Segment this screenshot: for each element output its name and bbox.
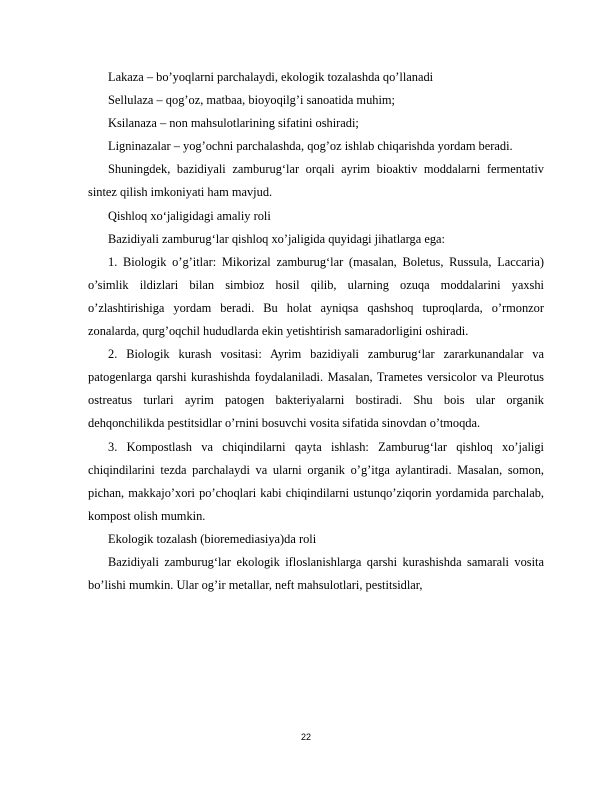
paragraph-biological-fertilizers: 1. Biologik o’g’itlar: Mikorizal zamburug‘lar (masalan, Boletus, Russula, Laccaria) o’simlik ildizlari bilan simbioz hosil qilib, ularning ozuqa moddalarini yaxshi o’zlashtirishiga yordam beradi. Bu holat ayniqsa qashshoq tuproqlarda, o’rmonzor zonalarda, qurg’oqchil hududlarda ekin yetishtirish samaradorligini oshiradi. <box>88 254 544 339</box>
paragraph-agriculture-intro: Bazidiyali zamburug‘lar qishloq xo’jaligida quyidagi jihatlarga ega: <box>108 231 445 246</box>
paragraph-ligninazalar: Ligninazalar – yog’ochni parchalashda, qog’oz ishlab chiqarishda yordam beradi. <box>108 139 513 154</box>
page-number: 22 <box>300 732 311 742</box>
paragraph-lakaza: Lakaza – bo’yoqlarni parchalaydi, ekologik tozalashda qo’llanadi <box>108 70 434 84</box>
paragraph-sellulaza: Sellulaza – qog’oz, matbaa, bioyoqilg’i sanoatida muhim; <box>108 93 395 108</box>
paragraph-bioremediation: Bazidiyali zamburug‘lar ekologik ifloslanishlarga qarshi kurashishda samarali vosita bo’lishi mumkin. Ular og’ir metallar, neft mahsulotlari, pestitsidlar, <box>88 554 544 593</box>
paragraph-composting: 3. Kompostlash va chiqindilarni qayta ishlash: Zamburug‘lar qishloq xo’jaligi chiqindilarini tezda parchalaydi va ularni organik o’g’itga aylantiradi. Masalan, somon, pichan, makkajo’xori po’choqlari kabi chiqindilarni ustunqo’ziqorin yordamida parchalab, kompost olish mumkin. <box>88 439 544 523</box>
section-heading-agriculture: Qishloq xo‘jaligidagi amaliy roli <box>108 208 271 223</box>
document-body <box>88 66 544 597</box>
paragraph-ksilanaza: Ksilanaza – non mahsulotlarining sifatini oshiradi; <box>108 116 359 131</box>
paragraph-biological-control: 2. Biologik kurash vositasi: Ayrim bazidiyali zamburug‘lar zararkunandalar va patogenlarga qarshi kurashishda foydalaniladi. Masalan, Trametes versicolor va Pleurotus ostreatus turlari ayrim patogen bakteriyalarni bostiradi. Shu bois ular organik dehqonchilikda pestitsidlar o’rnini bosuvchi vosita sifatida sinovdan o’tmoqda. <box>88 347 544 431</box>
section-heading-bioremediation: Ekologik tozalash (bioremediasiya)da roli <box>108 531 317 546</box>
paragraph-bioactive-synthesis: Shuningdek, bazidiyali zamburug‘lar orqali ayrim bioaktiv moddalarni fermentativ sintez qilish imkoniyati ham mavjud. <box>88 162 544 200</box>
